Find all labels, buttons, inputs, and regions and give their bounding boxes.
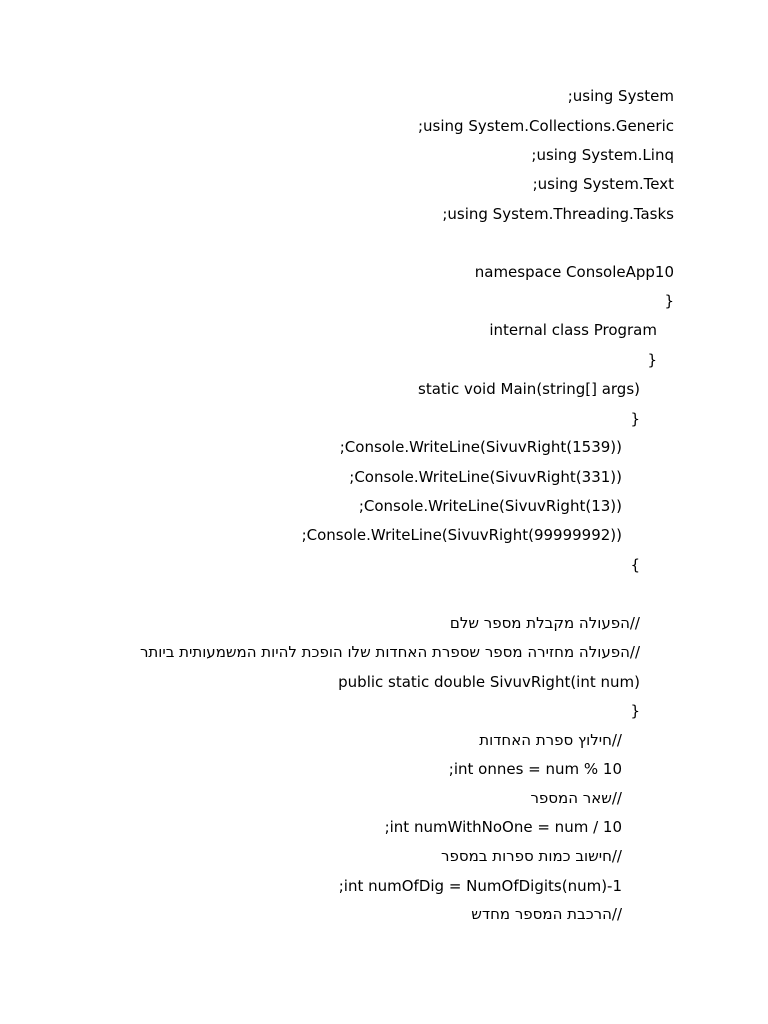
code-line-using-threading: ;using System.Threading.Tasks (442, 205, 674, 223)
code-line-using-collections: ;using System.Collections.Generic (418, 117, 674, 135)
code-comment: //חישוב כמות ספרות במספר (441, 847, 622, 865)
code-line-using-text: ;using System.Text (532, 175, 674, 193)
code-line-brace: } (630, 702, 640, 720)
code-line-writeline: ;Console.WriteLine(SivuvRight(13)) (358, 497, 622, 515)
code-line-brace: } (630, 410, 640, 428)
code-line-statement: ;int numOfDig = NumOfDigits(num)-1 (338, 877, 622, 895)
code-line-brace: } (664, 292, 674, 310)
code-line-statement: ;int numWithNoOne = num / 10 (384, 818, 622, 836)
code-line-brace: { (630, 556, 640, 574)
code-comment: //הרכבת המספר מחדש (471, 905, 622, 923)
code-line-using-linq: ;using System.Linq (531, 146, 674, 164)
code-line-writeline: ;Console.WriteLine(SivuvRight(99999992)) (301, 526, 622, 544)
code-line-using-system: ;using System (567, 87, 674, 105)
code-line-writeline: ;Console.WriteLine(SivuvRight(1539)) (339, 438, 622, 456)
code-line-statement: ;int onnes = num % 10 (448, 760, 622, 778)
code-comment: //הפעולה מחזירה מספר שספרת האחדות שלו הופכת להיות המשמעותית ביותר (139, 643, 640, 661)
code-line-class: internal class Program (489, 321, 657, 339)
code-comment: //חילוץ ספרת האחדות (479, 731, 622, 749)
code-line-method-signature: public static double SivuvRight(int num) (338, 673, 640, 691)
code-line-brace: } (647, 351, 657, 369)
code-line-namespace: namespace ConsoleApp10 (474, 263, 674, 281)
code-line-writeline: ;Console.WriteLine(SivuvRight(331)) (349, 468, 622, 486)
code-comment: //הפעולה מקבלת מספר שלם (449, 614, 640, 632)
code-comment: //שאר המספר (530, 789, 622, 807)
code-line-main: static void Main(string[] args) (418, 380, 640, 398)
